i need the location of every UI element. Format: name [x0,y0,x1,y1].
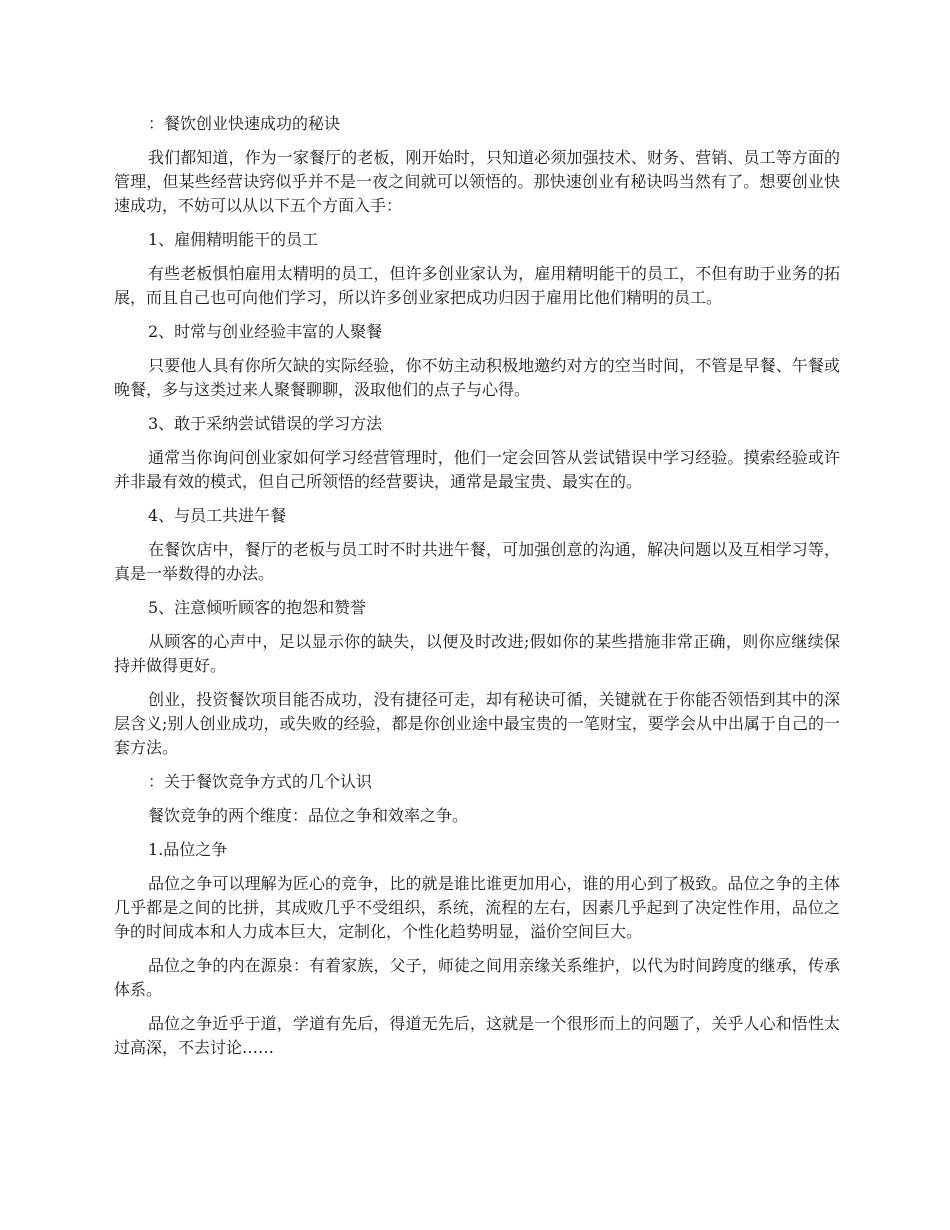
tip-heading-1: 1、雇佣精明能干的员工 [148,230,319,249]
tip-body-2: 只要他人具有你所欠缺的实际经验，你不妨主动积极地邀约对方的空当时间，不管是早餐、午餐或晚餐，多与这类过来人聚餐聊聊，汲取他们的点子与心得。 [114,356,840,399]
document-body [114,112,840,1070]
tip-heading-5: 5、注意倾听顾客的抱怨和赞誉 [148,598,367,617]
taste-competition-source: 品位之争的内在源泉：有着家族，父子，师徒之间用亲缘关系维护，以代为时间跨度的继承，传承体系。 [114,956,840,999]
tip-body-4: 在餐饮店中，餐厅的老板与员工时不时共进午餐，可加强创意的沟通，解决问题以及互相学习等，真是一举数得的办法。 [114,540,840,583]
tip-body-1: 有些老板惧怕雇用太精明的员工，但许多创业家认为，雇用精明能干的员工，不但有助于业务的拓展，而且自己也可向他们学习，所以许多创业家把成功归因于雇用比他们精明的员工。 [114,264,840,307]
tip-heading-4: 4、与员工共进午餐 [148,506,287,525]
conclusion-paragraph: 创业，投资餐饮项目能否成功，没有捷径可走，却有秘诀可循，关键就在于你能否领悟到其中的深层含义;别人创业成功，或失败的经验，都是你创业途中最宝贵的一笔财宝，要学会从中出属于自己的一套方法。 [114,690,840,757]
tip-body-5: 从顾客的心声中，足以显示你的缺失，以便及时改进;假如你的某些措施非常正确，则你应继续保持并做得更好。 [114,632,840,675]
tip-heading-2: 2、时常与创业经验丰富的人聚餐 [148,322,383,341]
competition-dimensions: 餐饮竞争的两个维度：品位之争和效率之争。 [148,806,469,825]
section-heading-1: ：餐饮创业快速成功的秘诀 [148,114,341,133]
taste-competition-body: 品位之争可以理解为匠心的竞争，比的就是谁比谁更加用心，谁的用心到了极致。品位之争的主体几乎都是之间的比拼，其成败几乎不受组织，系统，流程的左右，因素几乎起到了决定性作用，品位之争的时间成本和人力成本巨大，定制化，个性化趋势明显，溢价空间巨大。 [114,874,840,941]
tip-body-3: 通常当你询问创业家如何学习经营管理时，他们一定会回答从尝试错误中学习经验。摸索经验或许并非最有效的模式，但自己所领悟的经营要诀，通常是最宝贵、最实在的。 [114,448,840,491]
intro-paragraph: 我们都知道，作为一家餐厅的老板，刚开始时，只知道必须加强技术、财务、营销、员工等方面的管理，但某些经营诀窍似乎并不是一夜之间就可以领悟的。那快速创业有秘诀吗当然有了。想要创业快速成功，不妨可以从以下五个方面入手： [114,148,840,215]
taste-competition-dao: 品位之争近乎于道，学道有先后，得道无先后，这就是一个很形而上的问题了，关乎人心和悟性太过高深，不去讨论…… [114,1014,840,1057]
tip-heading-3: 3、敢于采纳尝试错误的学习方法 [148,414,383,433]
subheading-taste-competition: 1.品位之争 [148,840,228,859]
section-heading-2: ：关于餐饮竞争方式的几个认识 [148,772,373,791]
